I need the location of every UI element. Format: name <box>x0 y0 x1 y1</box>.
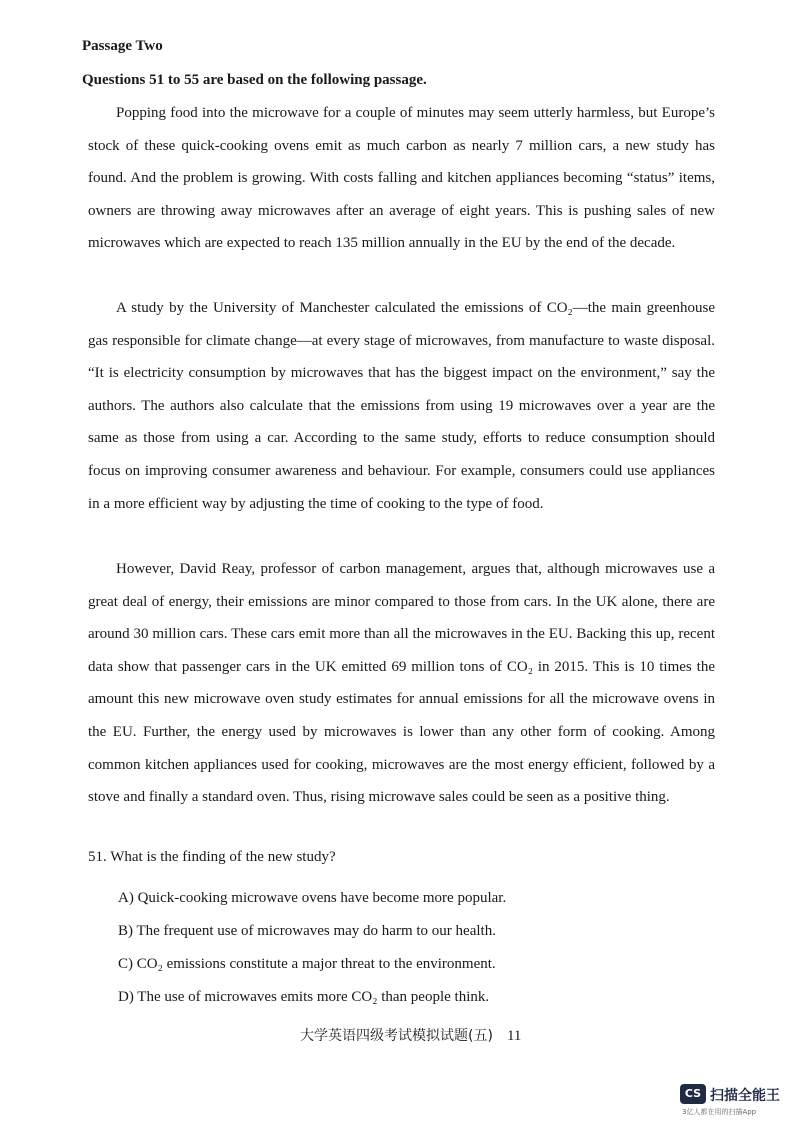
option-d: D) The use of microwaves emits more CO₂ than people think. <box>118 989 490 1005</box>
page-footer <box>300 1025 521 1045</box>
question-51 <box>88 849 336 866</box>
paragraph-2: A study by the University of Manchester calculated the emissions of CO₂—the main greenhouse gas responsible for climate change—at every stage of microwaves, from manufacture to waste disposal. “It is electricity consumption by microwaves that has the biggest impact on the environment,” say the authors. The authors also calculate that the emissions from using 19 microwaves over a year are the same as those from using a car. According to the same study, efforts to reduce consumption should focus on improving consumer awareness and behaviour. For example, consumers could use appliances in a more efficient way by adjusting the time of cooking to the type of food. <box>88 300 715 512</box>
option-a: A) Quick-cooking microwave ovens have become more popular. <box>118 890 507 906</box>
instructions: Questions 51 to 55 are based on the following passage. <box>82 72 427 88</box>
passage-heading: Passage Two <box>82 38 163 54</box>
watermark-tagline: 3亿人都在用的扫描App <box>682 1108 757 1116</box>
option-b: B) The frequent use of microwaves may do harm to our health. <box>118 923 496 939</box>
paragraph-1: Popping food into the microwave for a couple of minutes may seem utterly harmless, but Europe’s stock of these quick-cooking ovens emit as much carbon as nearly 7 million cars, a new study has found. And the problem is growing. With costs falling and kitchen appliances becoming “status” items, owners are throwing away microwaves after an average of eight years. This is pushing sales of new microwaves which are expected to reach 135 million annually in the EU by the end of the decade. <box>88 105 715 252</box>
scanner-watermark <box>680 1084 790 1120</box>
paragraph-3: However, David Reay, professor of carbon management, argues that, although microwaves use a great deal of energy, their emissions are minor compared to those from cars. In the UK alone, there are around 30 million cars. These cars emit more than all the microwaves in the EU. Backing this up, recent data show that passenger cars in the UK emitted 69 million tons of CO₂ in 2015. This is 10 times the amount this new microwave oven study estimates for annual emissions for all the microwave ovens in the EU. Further, the energy used by microwaves is lower than any other form of cooking. Among common kitchen appliances used for cooking, microwaves are the most energy efficient, followed by a stove and finally a standard oven. Thus, rising microwave sales could be seen as a positive thing. <box>88 561 715 806</box>
page-number: 11 <box>506 1028 522 1044</box>
camscanner-logo-icon: CS <box>680 1084 706 1104</box>
answer-options <box>118 882 506 1014</box>
question-number: 51. <box>88 849 107 865</box>
question-text: What is the finding of the new study? <box>110 849 336 865</box>
option-c: C) CO₂ emissions constitute a major threat to the environment. <box>118 956 496 972</box>
exam-title: 大学英语四级考试模拟试题(五) <box>300 1028 493 1044</box>
watermark-name: 扫描全能王 <box>710 1088 780 1104</box>
